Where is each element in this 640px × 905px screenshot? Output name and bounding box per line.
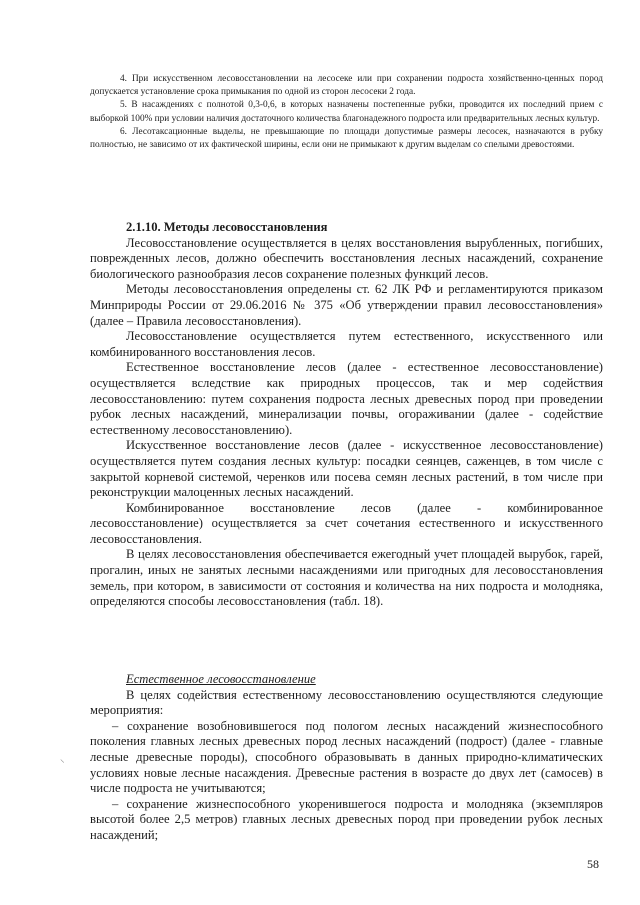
subsection-heading: Естественное лесовосстановление bbox=[126, 672, 316, 686]
note-5: 5. В насаждениях с полнотой 0,3-0,6, в которых назначены постепенные рубки, проводится их последний прием с выборкой 100% при условии наличия достаточного количества благонадежного подроста или предварительных лесных культур. bbox=[90, 100, 603, 124]
paragraph-natural: Естественное восстановление лесов (далее - естественное лесовосстановление) осуществляется вследствие как природных процессов, так и мер содействия лесовосстановлению: путем сохранения подроста лесных древесных пород при проведении рубок лесных насаждений, минерализации почвы, огораживании (далее - содействие естественному лесовосстановлению). bbox=[90, 360, 603, 437]
section-heading: 2.1.10. Методы лесовосстановления bbox=[126, 220, 328, 234]
section-methods bbox=[90, 220, 603, 610]
numbered-notes bbox=[90, 73, 603, 152]
note-4: 4. При искусственном лесовосстановлении на лесосеке или при сохранении подроста хозяйственно-ценных пород допускается установление срока примыкания по одной из сторон лесосеки 2 года. bbox=[90, 74, 603, 98]
measures-list bbox=[90, 719, 603, 844]
paragraph-ways: Лесовосстановление осуществляется путем естественного, искусственного или комбинированного восстановления лесов. bbox=[90, 329, 603, 359]
margin-mark: ⸜ bbox=[60, 754, 65, 764]
paragraph-methods-law: Методы лесовосстановления определены ст. 62 ЛК РФ и регламентируются приказом Минприроды России от 29.06.2016 № 375 «Об утверждении правил лесовосстановления» (далее – Правила лесовосстановления). bbox=[90, 282, 603, 328]
list-item: – сохранение возобновившегося под пологом лесных насаждений жизнеспособного поколения главных лесных древесных пород лесных насаждений (подрост) (далее - главные лесные древесные породы), способного образовывать в данных природно-климатических условиях новые лесные насаждения. Древесные растения в возрасте до двух лет (самосев) в числе подроста не учитываются; bbox=[90, 718, 603, 796]
list-item: – сохранение жизнеспособного укоренившегося подроста и молодняка (экземпляров высотой более 2,5 метров) главных лесных древесных пород при проведении рубок лесных насаждений; bbox=[90, 796, 603, 842]
section-natural-regeneration bbox=[90, 672, 603, 844]
page-number: 58 bbox=[587, 857, 599, 871]
note-6: 6. Лесотаксационные выделы, не превышающие по площади допустимые размеры лесосек, назначаются в рубку полностью, не зависимо от их фактической ширины, если они не примыкают к другим выделам со спелыми древостоями. bbox=[90, 126, 603, 151]
paragraph-measures-intro: В целях содействия естественному лесовосстановлению осуществляются следующие мероприятия: bbox=[90, 687, 603, 718]
paragraph-combined: Комбинированное восстановление лесов (далее - комбинированное лесовосстановление) осуществляется за счет сочетания естественного и искусственного лесовосстановления. bbox=[90, 500, 603, 546]
paragraph-accounting: В целях лесовосстановления обеспечивается ежегодный учет площадей вырубок, гарей, прогалин, иных не занятых лесными насаждениями или пригодных для лесовосстановления земель, при котором, в зависимости от состояния и количества на них подроста и молодняка, определяются способы лесовосстановления (табл. 18). bbox=[90, 547, 603, 609]
paragraph-artificial: Искусственное восстановление лесов (далее - искусственное лесовосстановление) осуществляется путем создания лесных культур: посадки сеянцев, саженцев, в том числе с закрытой корневой системой, черенков или посева семян лесных растений, в том числе при реконструкции малоценных лесных насаждений. bbox=[90, 438, 603, 500]
paragraph-purpose: Лесовосстановление осуществляется в целях восстановления вырубленных, погибших, поврежденных лесов, должно обеспечить восстановления лесных насаждений, сохранение биологического разнообразия лесов сохранение полезных функций лесов. bbox=[90, 235, 603, 281]
